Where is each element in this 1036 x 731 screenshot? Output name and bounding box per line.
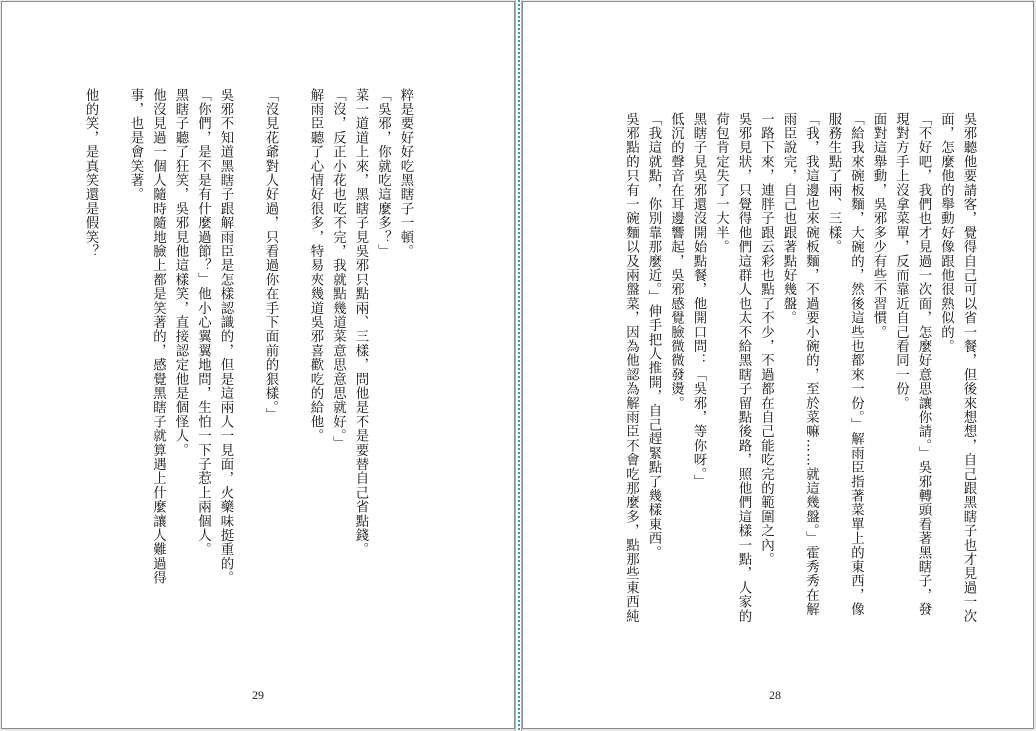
left_page-line: 他沒見過一個人隨時隨地臉上都是笑著的，感覺黑瞎子就算遇上什麼讓人難過得 — [150, 88, 166, 585]
left_page-line — [101, 88, 124, 608]
right_page-line: 面對這舉動，吳邪多少有些不習慣。 — [871, 112, 886, 340]
left_page-line: 「吳邪，你就吃這麼多？」 — [375, 88, 391, 259]
left-page — [1, 1, 515, 729]
right_page-line: 一路下來，連胖子跟云彩也點了不少，不過都在自己能吃完的範圍之內。 — [758, 112, 774, 567]
right_page-line: 吳邪點的只有一碗麵以及兩盤菜，因為他認為解雨臣不會吃那麼多，點那些東西純 — [623, 112, 639, 624]
left_page-line: 菜一道道上來，黑瞎子見吳邪只點兩、三樣，問他是不是要替自己省點錢。 — [353, 88, 368, 557]
right_page-line: 現對方手上沒拿菜單，反而靠近自己看同一份。 — [893, 112, 909, 411]
left_page-line — [281, 88, 304, 608]
right_page-line: 「給我來碗板麵，大碗的，然後這些也都來一份。」解雨臣指著菜單上的東西，像 — [848, 112, 864, 617]
left_page-line: 吳邪不知道黑瞎子跟解雨臣是怎樣認識的，但是這兩人一見面，火藥味挺重的。 — [218, 88, 233, 585]
right-page — [522, 1, 1034, 729]
left_page-line: 「沒見花爺對人好過，只看過你在手下面前的狠樣。」 — [263, 88, 278, 423]
right_page-line: 吳邪見狀，只覺得他們這群人也太不給黑瞎子留點後路，照他們這樣一點，人家的 — [736, 112, 751, 624]
right_page-line: 荷包肯定失了一大半。 — [713, 112, 729, 254]
right_page-line: 雨臣說完，自己也跟著點好幾盤。 — [781, 112, 796, 325]
left_page-line: 「沒，反正小花也吃不完，我就點幾道菜意思意思就好。」 — [330, 88, 346, 451]
right_page-line: 面，怎麼他的舉動好像跟他很熟似的。 — [938, 112, 954, 354]
left_page-line: 事，也是會笑著。 — [128, 88, 143, 202]
left-page-text — [79, 88, 417, 608]
right_page-line: 「我，我這邊也來碗板麵，不過要小碗的，至於菜嘛……就這幾盤。」霍秀秀在解 — [803, 112, 819, 617]
right_page-line: 黑瞎子見吳邪還沒開始點餐，他開口問：「吳邪，等你呀。」 — [691, 112, 706, 489]
right_page-line: 服務生點了兩、三樣。 — [826, 112, 841, 254]
right_page-line: 「不好吧，我們也才見過一次面，怎麼好意思讓你請。」吳邪轉頭看著黑瞎子，發 — [916, 112, 931, 617]
left_page-line: 粹是要好好吃黑瞎子一頓。 — [398, 88, 413, 259]
left_page-line: 黑瞎子聽了狂笑，吳邪見他這樣笑，直接認定他是個怪人。 — [173, 88, 188, 458]
right_page-line: 「我這就點，你別靠那麼近。」伸手把人推開，自己趕緊點了幾樣東西。 — [646, 112, 661, 560]
right_page-line: 吳邪聽他要請客，覺得自己可以省一餐，但後來想想，自己跟黑瞎子也才見過一次 — [961, 112, 976, 624]
right-page-number: 28 — [769, 688, 781, 702]
left_page-line: 他的笑，是真笑還是假笑？ — [83, 88, 98, 259]
right_page-line: 低沉的聲音在耳邊響起，吳邪感覺臉微微發燙。 — [668, 112, 684, 411]
left_page-line: 「你們，是不是有什麼過節？」他小心翼翼地問，生怕一下子惹上兩個人。 — [195, 88, 211, 557]
left-page-number: 29 — [252, 688, 264, 702]
left_page-line — [236, 88, 259, 608]
book-spine — [515, 0, 522, 731]
right-page-text — [619, 112, 979, 632]
left_page-line: 解雨臣聽了心情好很多，特易夾幾道吳邪喜歡吃的給他。 — [308, 88, 323, 443]
